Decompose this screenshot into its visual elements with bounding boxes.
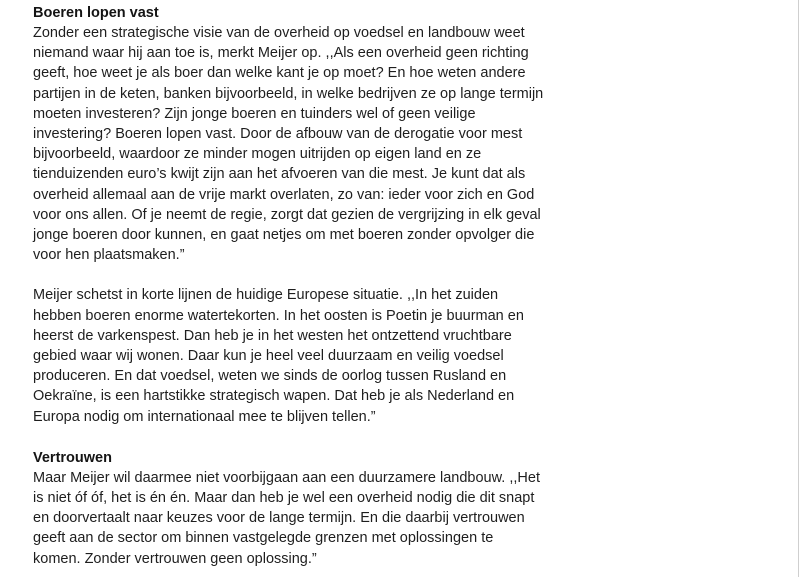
text-line: is niet óf óf, het is én én. Maar dan heb je wel een overheid nodig die dit snapt [33,490,535,507]
text-line: en doorvertaalt naar keuzes voor de lange termijn. En die daarbij vertrouwen [33,510,525,527]
text-line: geeft aan de sector om binnen vastgelegde grenzen met oplossingen te [33,530,494,547]
text-line: komen. Zonder vertrouwen geen oplossing.” [33,550,317,567]
text-line: hebben boeren enorme watertekorten. In het oosten is Poetin je buurman en [33,307,524,324]
text-line: investering? Boeren lopen vast. Door de afbouw van de derogatie voor mest [33,126,523,143]
paragraph [33,285,753,426]
text-line: jonge boeren door kunnen, en gaat netjes om met boeren zonder opvolger die [33,227,535,244]
text-line: gebied waar wij wonen. Daar kun je heel veel duurzaam en veilig voedsel [33,348,504,365]
text-line: produceren. En dat voedsel, weten we sinds de oorlog tussen Rusland en [33,368,507,385]
section-heading: Boeren lopen vast [33,5,159,21]
paragraph [33,23,753,265]
section-spacer [33,427,753,448]
text-line: niemand waar hij aan toe is, merkt Meijer op. ,,Als een overheid geen richting [33,45,529,62]
text-line: tienduizenden euro’s kwijt zijn aan het afvoeren van die mest. Je kunt dat als [33,166,526,183]
text-line: heerst de varkenspest. Dan heb je in het westen het ontzettend vruchtbare [33,327,512,344]
text-line: partijen in de keten, banken bijvoorbeeld, in welke bedrijven ze op lange termijn [33,85,544,102]
text-line: voor ons allen. Of je neemt de regie, zorgt dat gezien de vergrijzing in elk geval [33,206,541,223]
text-line: moeten investeren? Zijn jonge boeren en tuinders wel of geen veilige [33,105,476,122]
text-line: Maar Meijer wil daarmee niet voorbijgaan aan een duurzamere landbouw. ,,Het [33,469,540,486]
section-heading: Vertrouwen [33,449,112,466]
text-line: Oekraïne, is een hartstikke strategisch wapen. Dat heb je als Nederland en [33,388,515,405]
text-line: voor hen plaatsmaken.” [33,247,185,264]
text-line: geeft, hoe weet je als boer dan welke kant je op moet? En hoe weten andere [33,65,526,82]
text-line: Zonder een strategische visie van de overheid op voedsel en landbouw weet [33,25,525,41]
paragraph-spacer [33,265,753,285]
paragraph [33,468,753,569]
section-vertrouwen [33,448,753,569]
article-body [33,0,753,569]
text-line: Meijer schetst in korte lijnen de huidige Europese situatie. ,,In het zuiden [33,287,499,304]
text-line: Europa nodig om internationaal mee te blijven tellen.” [33,408,376,425]
section-boeren-lopen-vast [33,0,753,427]
text-line: bijvoorbeeld, waardoor ze minder mogen uitrijden op eigen land en ze [33,146,482,163]
text-line: overheid allemaal aan de vrije markt overlaten, zo van: ieder voor zich en God [33,186,535,203]
